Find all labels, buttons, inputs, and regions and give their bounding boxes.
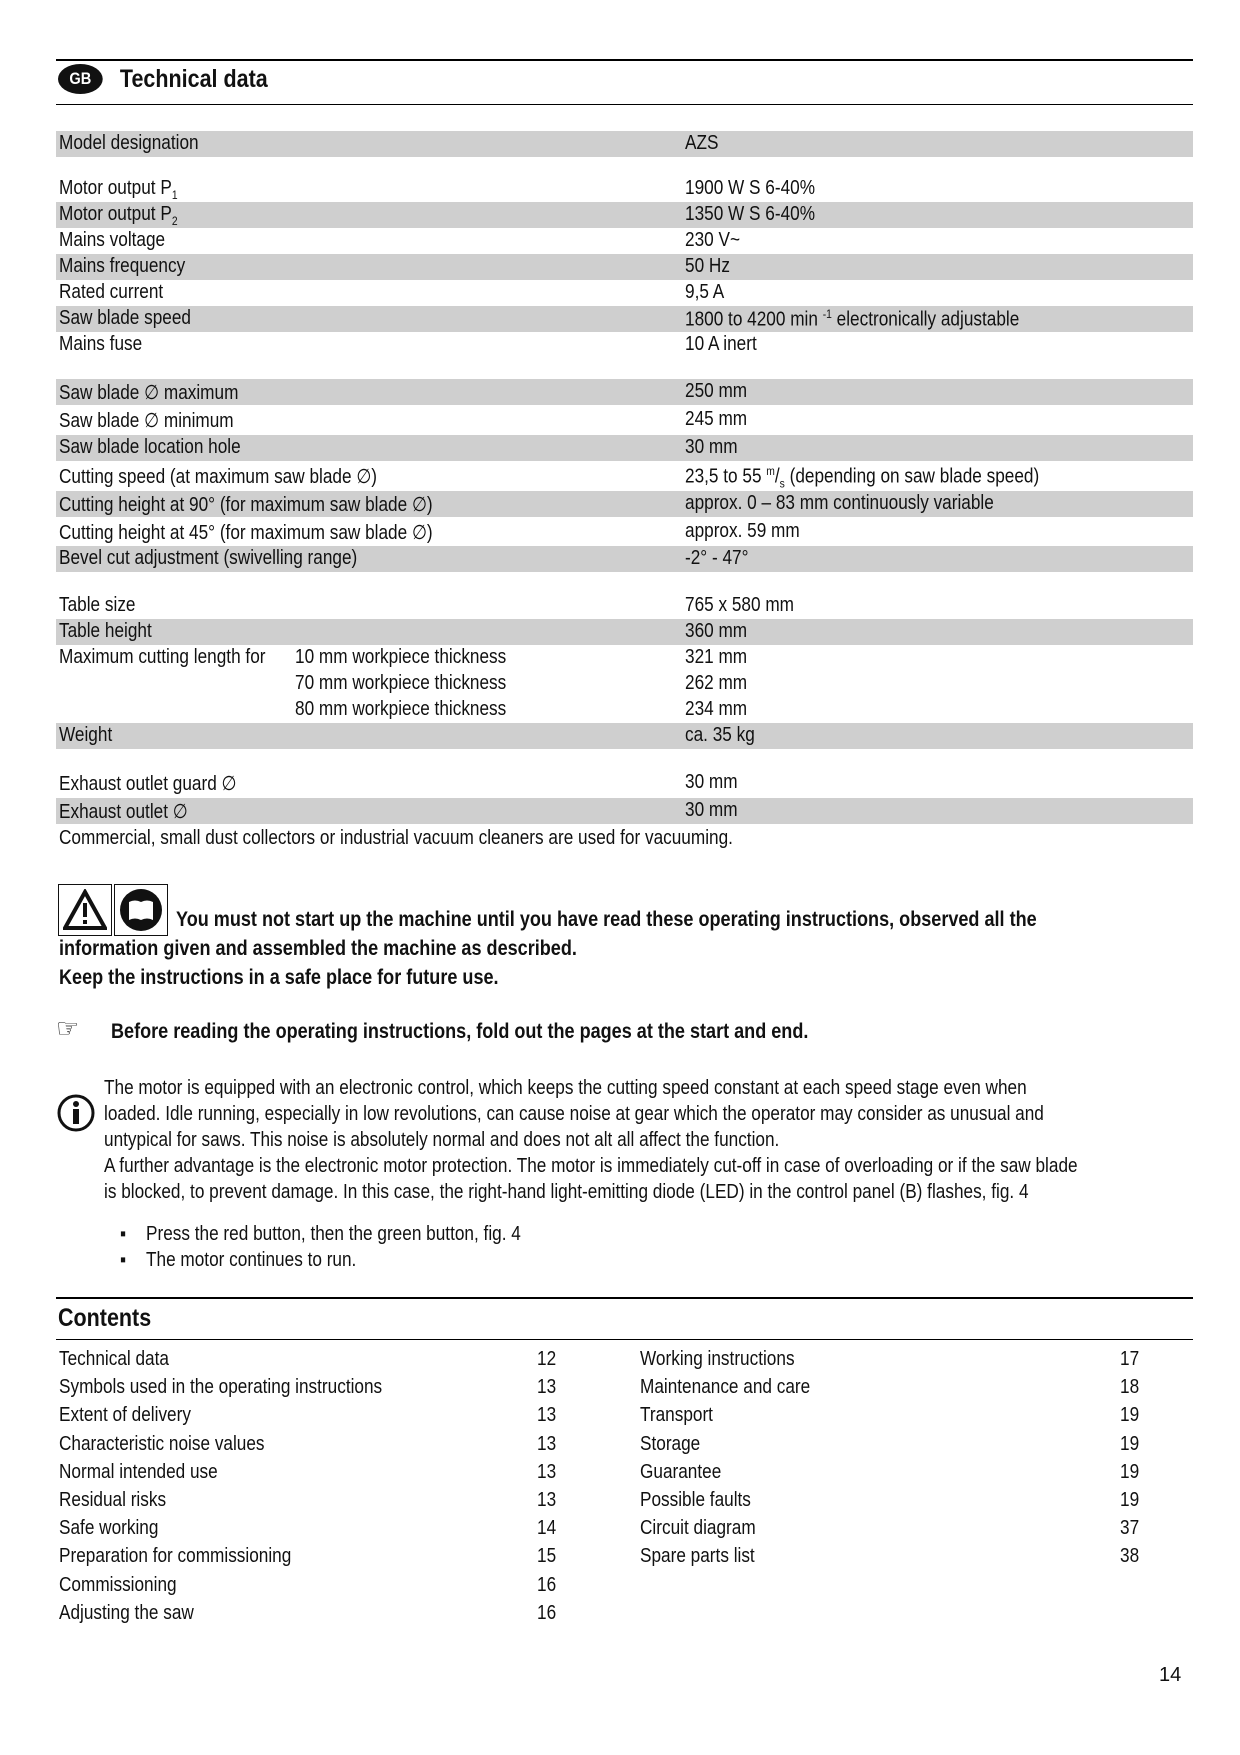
spec-value: 1350 W S 6-40%: [685, 203, 816, 225]
spec-label: Saw blade speed: [59, 307, 191, 329]
spec-row-rated-current: [56, 280, 1193, 306]
toc-entry-title: Adjusting the saw: [59, 1601, 194, 1624]
spec-row-weight: [56, 723, 1193, 749]
spec-row-bevel: [56, 546, 1193, 572]
toc-entry-page: 14: [537, 1517, 557, 1540]
spec-value: 230 V~: [685, 229, 740, 251]
contents-top-rule: [56, 1297, 1193, 1299]
spec-value: [685, 307, 1019, 332]
spec-row-cutting-speed: [56, 463, 1193, 489]
spec-value: approx. 0 – 83 mm continuously variable: [685, 492, 994, 514]
toc-entry-page: 38: [1120, 1545, 1140, 1568]
spec-value: [685, 464, 1039, 491]
toc-entry-page: 19: [1120, 1489, 1140, 1511]
spec-row-table-size: [56, 593, 1193, 619]
spec-row-cut-length-10: [56, 645, 1193, 671]
info-line-5: is blocked, to prevent damage. In this case, the right-hand light-emitting diode (LED) in the control panel (B) flashes, fig. 4: [104, 1181, 1029, 1203]
spec-sub-label: 10 mm workpiece thickness: [295, 646, 507, 668]
spec-label: Table height: [59, 620, 152, 642]
spec-row-height-45: [56, 519, 1193, 545]
page-number: 14: [1159, 1664, 1182, 1686]
spec-row-location-hole: [56, 435, 1193, 461]
spec-label: Mains fuse: [59, 333, 143, 355]
toc-entry-page: 15: [537, 1545, 557, 1568]
spec-label: Model designation: [59, 132, 199, 154]
toc-entry-page: 13: [537, 1460, 557, 1483]
spec-row-blade-min: [56, 407, 1193, 433]
spec-value-text: 23,5 to 55: [685, 465, 767, 488]
contents-title: Contents: [58, 1304, 152, 1332]
spec-value: 765 x 580 mm: [685, 594, 794, 616]
spec-row-motor-p1: [56, 176, 1193, 202]
header-rule: [56, 104, 1193, 105]
spec-label: Cutting height at 45° (for maximum saw blade ∅): [59, 522, 433, 544]
page-title: Technical data: [119, 64, 268, 93]
spec-value: 30 mm: [685, 799, 738, 821]
toc-entry-title: Maintenance and care: [640, 1376, 811, 1399]
info-line-3: untypical for saws. This noise is absolutely normal and does not alt all affect the function.: [104, 1129, 780, 1151]
spec-value: 10 A inert: [685, 333, 757, 355]
spec-row-cut-length-70: [56, 671, 1193, 697]
spec-row-motor-p2: [56, 202, 1193, 228]
spec-value: AZS: [685, 132, 719, 154]
spec-row-exhaust-outlet: [56, 798, 1193, 824]
toc-entry-title: Symbols used in the operating instructions: [59, 1376, 383, 1399]
spec-value: 30 mm: [685, 771, 738, 793]
spec-label: Saw blade location hole: [59, 436, 241, 458]
toc-entry-page: 13: [537, 1432, 557, 1455]
toc-entry-page: 16: [537, 1601, 557, 1624]
toc-entry-page: 13: [537, 1404, 557, 1427]
spec-label: Mains voltage: [59, 229, 166, 251]
spec-value: 234 mm: [685, 698, 748, 720]
pointing-hand-icon: ☞: [56, 1013, 80, 1043]
spec-label: Cutting height at 90° (for maximum saw blade ∅): [59, 494, 433, 516]
spec-label: Bevel cut adjustment (swivelling range): [59, 547, 358, 569]
spec-row-table-height: [56, 619, 1193, 645]
spec-label: Rated current: [59, 281, 164, 303]
spec-sub-label: 80 mm workpiece thickness: [295, 698, 507, 720]
spec-label: Maximum cutting length for: [59, 646, 266, 668]
spec-value: 360 mm: [685, 620, 748, 642]
spec-value: 250 mm: [685, 380, 748, 402]
toc-entry-title: Storage: [640, 1432, 701, 1455]
toc-entry-page: 13: [537, 1376, 557, 1399]
spec-value: 30 mm: [685, 436, 738, 458]
spec-row-cut-length-80: [56, 697, 1193, 723]
spec-row-mains-voltage: [56, 228, 1193, 254]
spec-row-mains-fuse: [56, 332, 1193, 358]
warning-line-1: You must not start up the machine until you have read these operating instructions, observed all the: [176, 908, 1037, 931]
spec-value: 262 mm: [685, 672, 748, 694]
toc-entry-page: 37: [1120, 1517, 1140, 1540]
gb-language-badge: GB: [58, 64, 103, 94]
spec-value-text: 1800 to 4200 min: [685, 308, 818, 331]
spec-label: Saw blade ∅ maximum: [59, 382, 239, 404]
spec-label: Weight: [59, 724, 113, 746]
spec-label: Saw blade ∅ minimum: [59, 410, 234, 432]
bullet-item: Press the red button, then the green button, fig. 4: [146, 1223, 521, 1245]
toc-entry-page: 18: [1120, 1376, 1140, 1399]
contents-rule: [56, 1339, 1193, 1340]
spec-value: 1900 W S 6-40%: [685, 177, 816, 199]
spec-row-mains-frequency: [56, 254, 1193, 280]
top-rule: [56, 59, 1193, 61]
spec-label: Table size: [59, 594, 136, 616]
section-header: [58, 64, 268, 94]
toc-entry-page: 19: [1120, 1460, 1140, 1483]
spec-label-sub: 1: [171, 188, 178, 202]
spec-value-sub: s: [779, 476, 785, 491]
spec-label-text: Motor output P: [59, 203, 172, 225]
info-line-4: A further advantage is the electronic motor protection. The motor is immediately cut-off in case of overloading or if the saw blade: [104, 1155, 1078, 1177]
toc-entry-page: 12: [537, 1348, 557, 1370]
warning-line-3: Keep the instructions in a safe place for future use.: [59, 966, 499, 989]
spec-value: approx. 59 mm: [685, 520, 800, 542]
toc-entry-title: Characteristic noise values: [59, 1432, 265, 1455]
spec-row-exhaust-guard: [56, 770, 1193, 796]
spec-label: Exhaust outlet guard ∅: [59, 773, 237, 795]
spec-sub-label: 70 mm workpiece thickness: [295, 672, 507, 694]
spec-label-sub: 2: [171, 214, 178, 228]
warning-triangle-icon: [58, 884, 112, 936]
spec-label-text: Motor output P: [59, 177, 172, 199]
toc-entry-title: Commissioning: [59, 1573, 177, 1596]
spec-label: Exhaust outlet ∅: [59, 801, 188, 823]
warning-icons: [58, 884, 172, 936]
info-line-2: loaded. Idle running, especially in low revolutions, can cause noise at gear which the operator may consider as unusual and: [104, 1103, 1044, 1125]
toc-entry-title: Transport: [640, 1404, 713, 1427]
toc-entry-title: Possible faults: [640, 1489, 751, 1511]
spec-label: [59, 203, 178, 228]
spec-label: [59, 177, 178, 202]
warning-line-2: information given and assembled the machine as described.: [59, 937, 577, 960]
spec-value-sup: -1: [822, 307, 832, 321]
spec-value: 50 Hz: [685, 255, 730, 277]
spec-row-saw-blade-speed: [56, 306, 1193, 332]
spec-value: 245 mm: [685, 408, 748, 430]
spec-label: Cutting speed (at maximum saw blade ∅): [59, 466, 378, 488]
toc-entry-page: 19: [1120, 1404, 1140, 1427]
spec-value: 321 mm: [685, 646, 748, 668]
toc-entry-title: Working instructions: [640, 1348, 795, 1370]
spec-value-tail: electronically adjustable: [831, 308, 1020, 331]
bullet-marker: ▪: [120, 1223, 127, 1245]
toc-entry-page: 13: [537, 1489, 557, 1511]
toc-entry-title: Preparation for commissioning: [59, 1545, 292, 1568]
spec-value: -2° - 47°: [685, 547, 749, 569]
spec-row-model: [56, 131, 1193, 157]
info-line-1: The motor is equipped with an electronic control, which keeps the cutting speed constant at each speed stage even when: [104, 1077, 1027, 1099]
spec-value-sup: m: [766, 464, 775, 478]
toc-entry-page: 19: [1120, 1432, 1140, 1455]
info-icon: [56, 1093, 96, 1133]
spec-value: ca. 35 kg: [685, 724, 755, 746]
bullet-item: The motor continues to run.: [146, 1249, 357, 1271]
toc-entry-title: Normal intended use: [59, 1460, 218, 1483]
toc-entry-title: Circuit diagram: [640, 1517, 756, 1540]
spec-value-sep: /: [774, 465, 780, 488]
bullet-marker: ▪: [120, 1249, 127, 1271]
toc-entry-title: Safe working: [59, 1517, 159, 1540]
toc-entry-title: Residual risks: [59, 1489, 167, 1511]
toc-entry-title: Spare parts list: [640, 1545, 755, 1568]
fold-out-note: Before reading the operating instructions, fold out the pages at the start and end.: [111, 1020, 809, 1043]
spec-value-tail: (depending on saw blade speed): [784, 465, 1040, 488]
spec-row-blade-max: [56, 379, 1193, 405]
toc-entry-title: Technical data: [59, 1348, 169, 1370]
spec-label: Mains frequency: [59, 255, 186, 277]
toc-entry-title: Guarantee: [640, 1460, 722, 1483]
vacuum-note: Commercial, small dust collectors or industrial vacuum cleaners are used for vacuuming.: [59, 827, 733, 849]
toc-entry-page: 17: [1120, 1348, 1140, 1370]
read-manual-icon: [114, 884, 168, 936]
toc-entry-title: Extent of delivery: [59, 1404, 191, 1427]
toc-entry-page: 16: [537, 1573, 557, 1596]
spec-value: 9,5 A: [685, 281, 725, 303]
spec-row-height-90: [56, 491, 1193, 517]
